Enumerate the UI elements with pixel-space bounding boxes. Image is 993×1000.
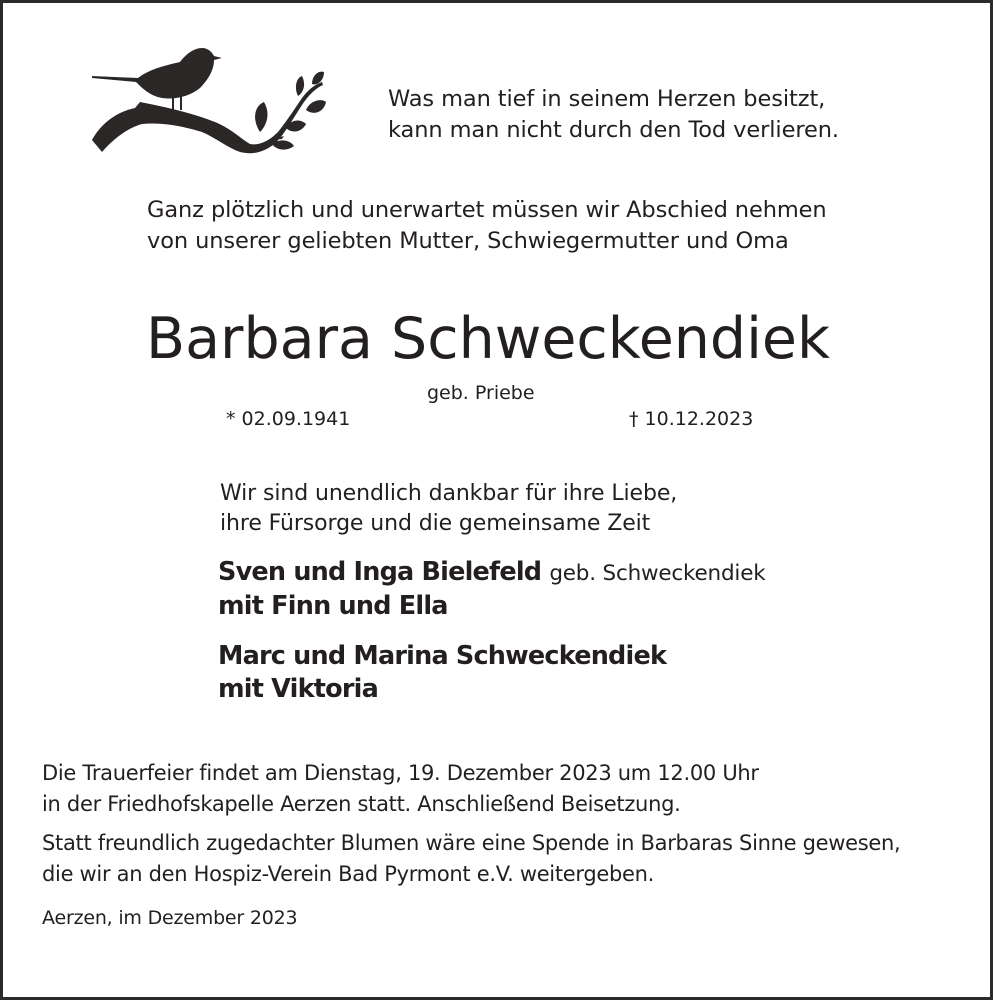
mourner-family (218, 556, 765, 623)
mourner-children: mit Finn und Ella (218, 591, 448, 621)
place-date: Aerzen, im Dezember 2023 (42, 907, 298, 929)
donation-line: Statt freundlich zugedachter Blumen wäre eine Spende in Barbaras Sinne gewesen, (42, 831, 901, 855)
intro-line: von unserer geliebten Mutter, Schwiegermutter und Oma (147, 228, 789, 254)
donation-line: die wir an den Hospiz-Verein Bad Pyrmont e.V. weitergeben. (42, 862, 655, 886)
deceased-name: Barbara Schweckendiek (146, 306, 830, 372)
mourner-maiden-name: geb. Schweckendiek (549, 561, 766, 586)
birth-date: * 02.09.1941 (226, 408, 351, 430)
mourner-family (218, 640, 666, 706)
thanks-text (220, 479, 677, 539)
death-date: † 10.12.2023 (629, 408, 754, 430)
funeral-line: in der Friedhofskapelle Aerzen statt. Anschließend Beisetzung. (42, 792, 681, 816)
opening-quote (388, 84, 839, 146)
mourner-line (218, 556, 765, 590)
mourner-children: mit Viktoria (218, 674, 378, 704)
bird-on-branch-icon (90, 40, 326, 160)
intro-line: Ganz plötzlich und unerwartet müssen wir Abschied nehmen (147, 197, 827, 223)
mourner-names: Sven und Inga Bielefeld (218, 557, 542, 587)
donation-info (42, 828, 900, 890)
funeral-line: Die Trauerfeier findet am Dienstag, 19. Dezember 2023 um 12.00 Uhr (42, 761, 759, 785)
mourner-names: Marc und Marina Schweckendiek (218, 641, 667, 671)
funeral-info (42, 758, 759, 820)
maiden-name: geb. Priebe (427, 382, 535, 404)
thanks-line: ihre Fürsorge und die gemeinsame Zeit (220, 511, 651, 536)
thanks-line: Wir sind unendlich dankbar für ihre Liebe, (220, 481, 678, 506)
quote-line: Was man tief in seinem Herzen besitzt, (388, 86, 826, 112)
quote-line: kann man nicht durch den Tod verlieren. (388, 117, 839, 143)
intro-text (147, 195, 827, 257)
